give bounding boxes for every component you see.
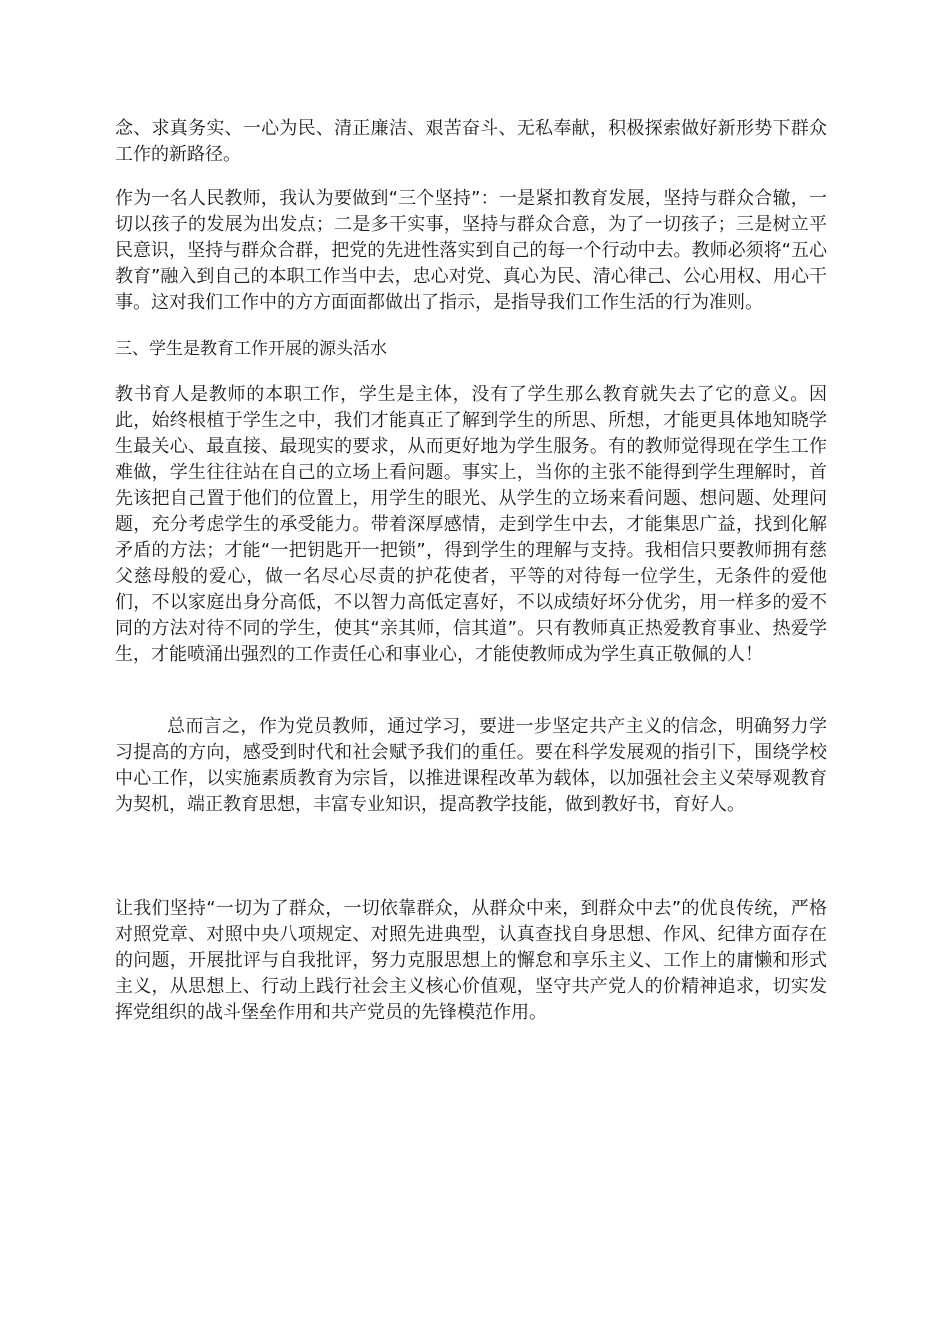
paragraph-spacer bbox=[115, 168, 827, 186]
paragraph-spacer bbox=[115, 362, 827, 382]
paragraph-spacer bbox=[115, 668, 827, 714]
paragraph-spacer bbox=[115, 316, 827, 336]
paragraph-closing: 让我们坚持“一切为了群众，一切依靠群众，从群众中来，到群众中去”的优良传统，严格对照党章、对照中央八项规定、对照先进典型，认真查找自身思想、作风、纪律方面存在的问题，开展批评与自我批评，努力克服思想上的懈怠和享乐主义、工作上的庸懒和形式主义，从思想上、行动上践行社会主义核心价值观，坚守共产党人的价精神追求，切实发挥党组织的战斗堡垒作用和共产党员的先锋模范作用。 bbox=[115, 898, 827, 1023]
paragraph-summary: 总而言之，作为党员教师，通过学习，要进一步坚定共产主义的信念，明确努力学习提高的方向，感受到时代和社会赋予我们的重任。要在科学发展观的指引下，围绕学校中心工作，以实施素质教育为宗旨，以推进课程改革为载体，以加强社会主义荣辱观教育为契机，端正教育思想，丰富专业知识，提高教学技能，做到教好书，育好人。 bbox=[115, 716, 827, 815]
document-page bbox=[115, 116, 827, 1026]
section-heading-three: 三、学生是教育工作开展的源头活水 bbox=[115, 339, 387, 359]
paragraph-intro-continued: 念、求真务实、一心为民、清正廉洁、艰苦奋斗、无私奉献，积极探索做好新形势下群众工作的新路径。 bbox=[115, 118, 827, 165]
paragraph-three-persistences: 作为一名人民教师，我认为要做到“三个坚持”：一是紧扣教育发展，坚持与群众合辙，一切以孩子的发展为出发点；二是多干实事，坚持与群众合意，为了一切孩子；三是树立平民意识，坚持与群众合群，把党的先进性落实到自己的每一个行动中去。教师必须将“五心教育”融入到自己的本职工作当中去，忠心对党、真心为民、清心律己、公心用权、用心干事。这对我们工作中的方方面面都做出了指示，是指导我们工作生活的行为准则。 bbox=[115, 188, 827, 313]
paragraph-students-source: 教书育人是教师的本职工作，学生是主体，没有了学生那么教育就失去了它的意义。因此，始终根植于学生之中，我们才能真正了解到学生的所思、所想，才能更具体地知晓学生最关心、最直接、最现实的要求，从而更好地为学生服务。有的教师觉得现在学生工作难做，学生往往站在自己的立场上看问题。事实上，当你的主张不能得到学生理解时，首先该把自己置于他们的位置上，用学生的眼光、从学生的立场来看问题、想问题、处理问题，充分考虑学生的承受能力。带着深厚感情，走到学生中去，才能集思广益，找到化解矛盾的方法；才能“一把钥匙开一把锁”，得到学生的理解与支持。我相信只要教师拥有慈父慈母般的爱心，做一名尽心尽责的护花使者，平等的对待每一位学生，无条件的爱他们，不以家庭出身分高低，不以智力高低定喜好，不以成绩好坏分优劣，用一样多的爱不同的方法对待不同的学生，使其“亲其师，信其道”。只有教师真正热爱教育事业、热爱学生，才能喷涌出强烈的工作责任心和事业心，才能使教师成为学生真正敬佩的人！ bbox=[115, 384, 827, 665]
paragraph-spacer bbox=[115, 818, 827, 896]
